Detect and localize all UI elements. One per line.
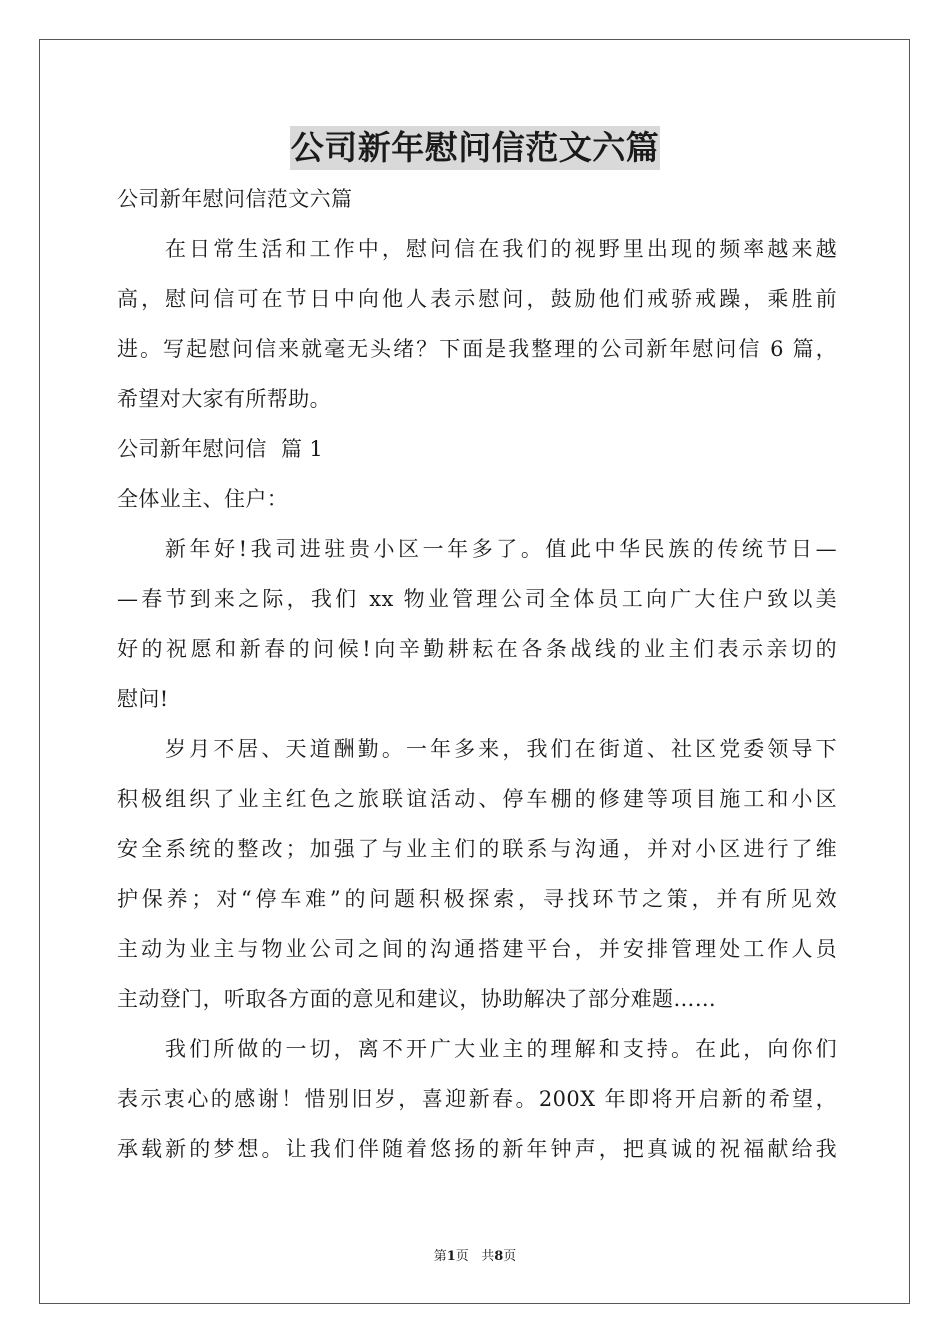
paragraph-line: 在日常生活和工作中，慰问信在我们的视野里出现的频率越来越 (165, 237, 837, 261)
document-body (117, 174, 837, 1174)
paragraph-line: 表示衷心的感谢！惜别旧岁，喜迎新春。200X 年即将开启新的希望， (117, 1087, 837, 1111)
section-heading: 公司新年慰问信 篇 1 (117, 437, 324, 461)
paragraph-line: 进。写起慰问信来就毫无头绪？下面是我整理的公司新年慰问信 6 篇， (117, 337, 837, 361)
title-container (0, 126, 950, 170)
paragraph-line: 护保养；对“停车难”的问题积极探索，寻找环节之策，并有所见效 (117, 887, 837, 911)
paragraph-line: 岁月不居、天道酬勤。一年多来，我们在街道、社区党委领导下 (165, 737, 837, 761)
page-number: 1 (446, 1249, 456, 1264)
paragraph-line: 希望对大家有所帮助。 (117, 387, 331, 411)
paragraph-line: 慰问! (117, 687, 169, 711)
document-title: 公司新年慰问信范文六篇 (290, 126, 661, 170)
total-prefix: 共 (481, 1249, 495, 1264)
paragraph-line: 主动为业主与物业公司之间的沟通搭建平台，并安排管理处工作人员 (117, 937, 837, 961)
paragraph-line: 主动登门，听取各方面的意见和建议，协助解决了部分难题…… (117, 987, 717, 1011)
total-suffix: 页 (503, 1249, 517, 1264)
page-footer (0, 1248, 950, 1266)
page-suffix: 页 (455, 1249, 469, 1264)
paragraph-line: 好的祝愿和新春的问候!向辛勤耕耘在各条战线的业主们表示亲切的 (117, 637, 837, 661)
total-pages: 8 (494, 1249, 504, 1264)
paragraph-line: 高，慰问信可在节日中向他人表示慰问，鼓励他们戒骄戒躁，乘胜前 (117, 287, 837, 311)
paragraph-line: 承载新的梦想。让我们伴随着悠扬的新年钟声，把真诚的祝福献给我 (117, 1137, 837, 1161)
paragraph-line: —春节到来之际，我们 xx 物业管理公司全体员工向广大住户致以美 (117, 587, 837, 611)
paragraph-line: 积极组织了业主红色之旅联谊活动、停车棚的修建等项目施工和小区 (117, 787, 837, 811)
page-prefix: 第 (433, 1249, 447, 1264)
salutation: 全体业主、住户： (117, 487, 289, 511)
document-subtitle: 公司新年慰问信范文六篇 (117, 187, 353, 211)
paragraph-line: 新年好!我司进驻贵小区一年多了。值此中华民族的传统节日— (165, 537, 837, 561)
paragraph-line: 安全系统的整改；加强了与业主们的联系与沟通，并对小区进行了维 (117, 837, 837, 861)
paragraph-line: 我们所做的一切，离不开广大业主的理解和支持。在此，向你们 (165, 1037, 837, 1061)
